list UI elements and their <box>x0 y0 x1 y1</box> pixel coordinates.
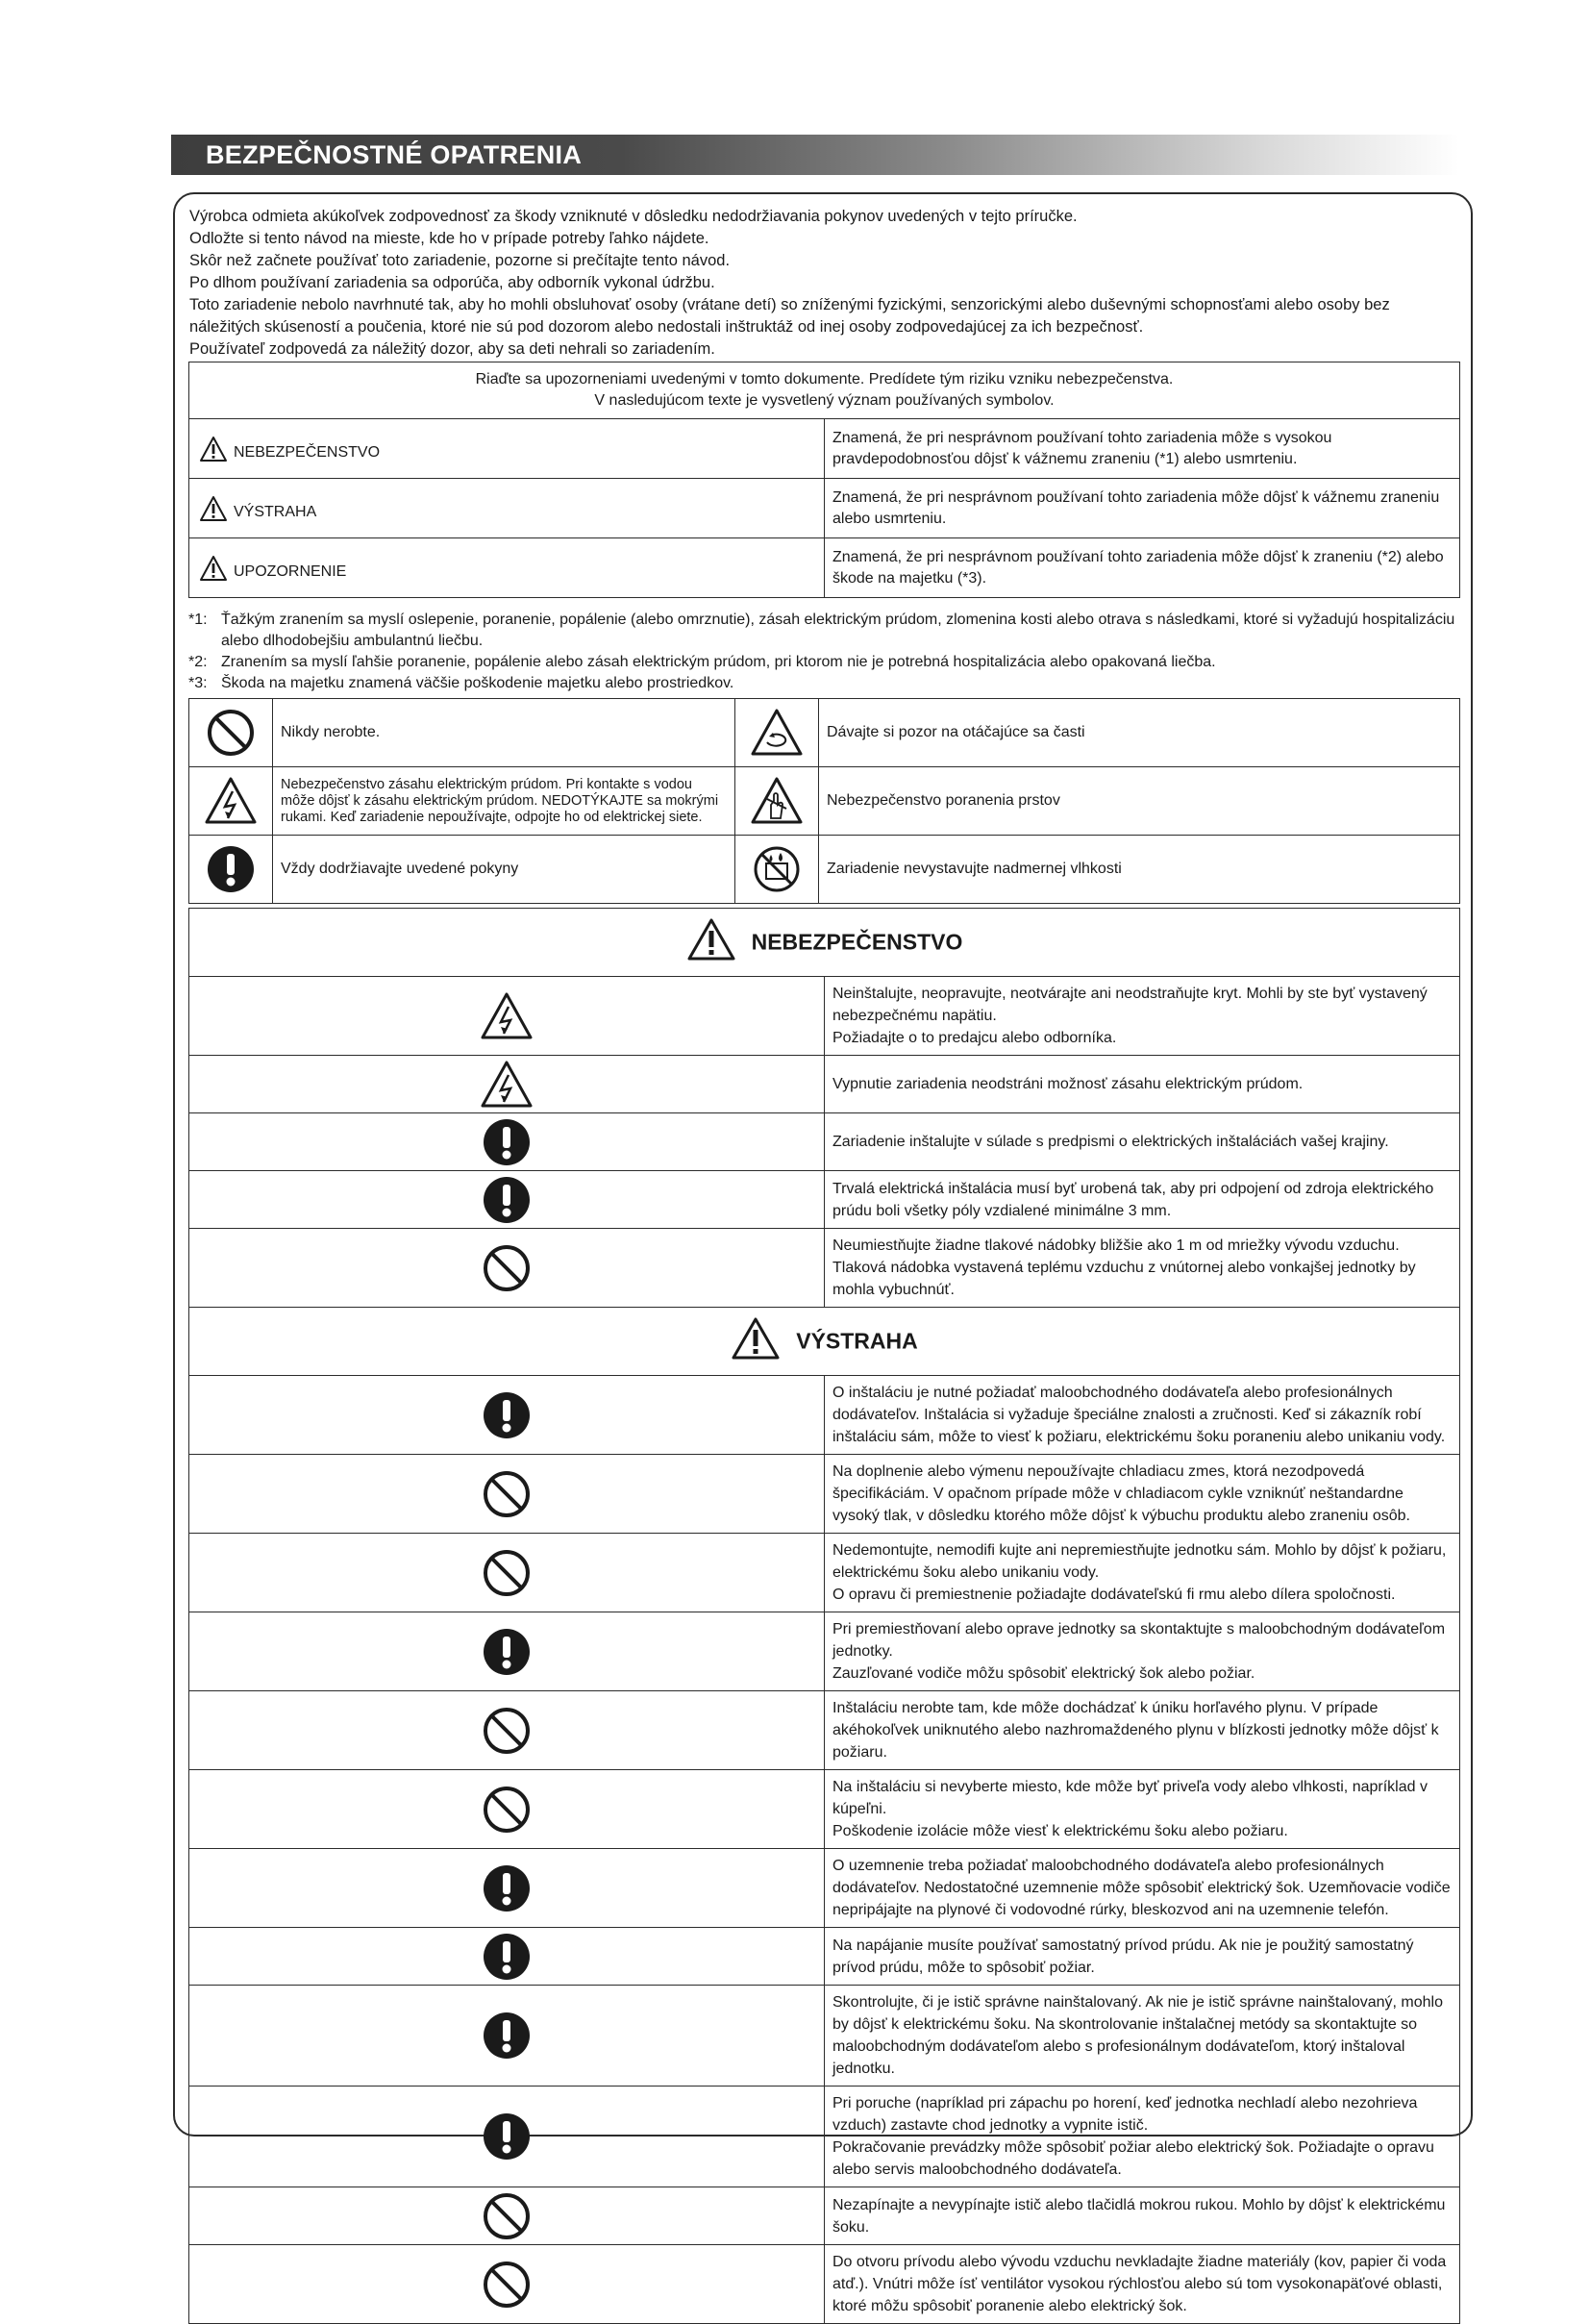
warning-row <box>189 1770 1460 1849</box>
mandatory-icon <box>189 1113 825 1171</box>
electric-shock-icon <box>189 1056 825 1113</box>
electric-shock-icon <box>189 767 273 836</box>
intro-line: Odložte si tento návod na mieste, kde ho v prípade potreby ľahko nájdete. <box>189 230 709 247</box>
symbol-legend-table <box>188 362 1460 598</box>
symbol-description: Zariadenie nevystavujte nadmernej vlhkosti <box>819 836 1460 904</box>
legend-label-caution: UPOZORNENIE <box>189 538 825 598</box>
safety-warnings-table <box>188 908 1460 2324</box>
mandatory-icon <box>189 1986 825 2087</box>
warning-text: Vypnutie zariadenia neodstráni možnosť zásahu elektrickým prúdom. <box>825 1056 1460 1113</box>
finger-injury-icon <box>735 767 819 836</box>
no-moisture-icon <box>735 836 819 904</box>
electric-shock-icon <box>189 977 825 1056</box>
footnote: *3: Škoda na majetku znamená väčšie poškodenie majetku alebo prostriedkov. <box>188 675 734 691</box>
warning-title: VÝSTRAHA <box>796 1328 918 1354</box>
prohibition-icon <box>189 1229 825 1308</box>
legend-description: Znamená, že pri nesprávnom používaní tohto zariadenia môže s vysokou pravdepodobnosťou dôjsť k vážnemu zraneniu (*1) alebo usmrteniu. <box>825 419 1460 479</box>
mandatory-icon <box>189 1171 825 1229</box>
warning-text: Zariadenie inštalujte v súlade s predpismi o elektrických inštaláciách vašej krajiny. <box>825 1113 1460 1171</box>
warning-text: Neinštalujte, neopravujte, neotvárajte ani neodstraňujte kryt. Mohli by ste byť vystavený nebezpečnému napätiu. Požiadajte o to predajcu alebo odborníka. <box>825 977 1460 1056</box>
prohibition-icon <box>189 2187 825 2245</box>
warning-text: Nezapínajte a nevypínajte istič alebo tlačidlá mokrou rukou. Mohlo by dôjsť k elektrickému šoku. <box>825 2187 1460 2245</box>
warning-text: Na doplnenie alebo výmenu nepoužívajte chladiacu zmes, ktorá nezodpovedá špecifikáciám. V opačnom prípade môže v chladiacom cykle vzniknúť neštandardne vysoký tlak, v dôsledku ktorého môže dôjsť k výbuchu produktu alebo zraneniu osôb. <box>825 1455 1460 1534</box>
intro-line: Používateľ zodpovedá za náležitý dozor, aby sa deti nehrali so zariadením. <box>189 340 715 358</box>
warning-row <box>189 1056 1460 1113</box>
warning-row <box>189 977 1460 1056</box>
intro-line: Po dlhom používaní zariadenia sa odporúča, aby odborník vykonal údržbu. <box>189 274 715 291</box>
warning-text: Do otvoru prívodu alebo vývodu vzduchu nevkladajte žiadne materiály (kov, papier či voda atď.). Vnútri môže ísť ventilátor vysokou rýchlosťou alebo sú tom vysokonapäťové oblasti, ktoré môžu spôsobiť poranenie alebo elektrický šok. <box>825 2245 1460 2324</box>
prohibition-icon <box>189 699 273 767</box>
warning-row <box>189 1849 1460 1928</box>
footnote: *1: Ťažkým zranením sa myslí oslepenie, poranenie, popálenie (alebo omrznutie), zásah elektrickým prúdom, zlomenina kosti alebo otrava s následkami, ktoré si vyžadujú hospitalizáciu alebo dlhodobejšiu ambulantnú liečbu. <box>188 612 1455 649</box>
warning-triangle-icon <box>731 1316 781 1366</box>
mandatory-icon <box>189 836 273 904</box>
warning-row <box>189 1691 1460 1770</box>
warning-row <box>189 1171 1460 1229</box>
warning-text: Na napájanie musíte používať samostatný prívod prúdu. Ak nie je použitý samostatný prívod prúdu, môže to spôsobiť požiar. <box>825 1928 1460 1986</box>
legend-header-line: V nasledujúcom texte je vysvetlený význam používaných symbolov. <box>594 392 1055 409</box>
warning-row <box>189 1113 1460 1171</box>
warning-row <box>189 2087 1460 2187</box>
warning-row <box>189 1534 1460 1612</box>
prohibition-icon <box>189 1455 825 1534</box>
danger-section-header <box>189 909 1460 977</box>
footnote: *2: Zranením sa myslí ľahšie poranenie, popálenie alebo zásah elektrickým prúdom, pri ktorom nie je potrebná hospitalizácia alebo opakovaná liečba. <box>188 654 1216 670</box>
prohibition-icon <box>189 2245 825 2324</box>
warning-heading <box>189 1308 1460 1376</box>
mandatory-icon <box>189 1376 825 1455</box>
warning-text: Pri poruche (napríklad pri zápachu po horení, keď jednotka nechladí alebo nezohrieva vzduch) zastavte chod jednotky a vypnite istič. Pokračovanie prevádzky môže spôsobiť požiar alebo elektrický šok. Požiadajte o opravu alebo servis maloobchodného dodávateľa. <box>825 2087 1460 2187</box>
intro-line: Skôr než začnete používať toto zariadenie, pozorne si prečítajte tento návod. <box>189 252 731 269</box>
intro-text <box>189 206 1458 361</box>
symbol-description: Nebezpečenstvo poranenia prstov <box>819 767 1460 836</box>
symbols-table <box>188 698 1460 904</box>
warning-row <box>189 2187 1460 2245</box>
warning-text: Na inštaláciu si nevyberte miesto, kde môže byť priveľa vody alebo vlhkosti, napríklad v kúpeľni. Poškodenie izolácie môže viesť k elektrickému šoku alebo požiaru. <box>825 1770 1460 1849</box>
warning-text: O uzemnenie treba požiadať maloobchodného dodávateľa alebo profesionálnych dodávateľov. Nedostatočné uzemnenie môže spôsobiť elektrický šok. Uzemňovacie vodiče nepripájajte na plynové či vodovodné rúrky, bleskozvod ani na uzemnenie telefón. <box>825 1849 1460 1928</box>
warning-text: O inštaláciu je nutné požiadať maloobchodného dodávateľa alebo profesionálnych dodávateľov. Inštalácia si vyžaduje špeciálne znalosti a zručnosti. Keď si zákazník robí inštaláciu sám, môže to viesť k požiaru, elektrickému šoku poraneniu alebo unikaniu vody. <box>825 1376 1460 1455</box>
warning-triangle-icon <box>199 436 228 462</box>
mandatory-icon <box>189 1612 825 1691</box>
legend-description: Znamená, že pri nesprávnom používaní tohto zariadenia môže dôjsť k vážnemu zraneniu alebo usmrteniu. <box>825 479 1460 538</box>
warning-row <box>189 1928 1460 1986</box>
danger-title: NEBEZPEČENSTVO <box>751 929 963 955</box>
warning-text: Pri premiestňovaní alebo oprave jednotky sa skontaktujte s maloobchodným dodávateľom jednotky. Zauzľované vodiče môžu spôsobiť elektrický šok alebo požiar. <box>825 1612 1460 1691</box>
mandatory-icon <box>189 1849 825 1928</box>
warning-text: Neumiestňujte žiadne tlakové nádobky bližšie ako 1 m od mriežky vývodu vzduchu. Tlaková nádobka vystavená teplému vzduchu z vnútornej alebo vonkajšej jednotky by mohla vybuchnúť. <box>825 1229 1460 1308</box>
intro-line: Výrobca odmieta akúkoľvek zodpovednosť za škody vzniknuté v dôsledku nedodržiavania pokynov uvedených v tejto príručke. <box>189 208 1078 225</box>
symbol-description: Nikdy nerobte. <box>273 699 735 767</box>
legend-header-line: Riaďte sa upozorneniami uvedenými v tomto dokumente. Predídete tým riziku vzniku nebezpečenstva. <box>475 371 1174 387</box>
legend-label-warning: VÝSTRAHA <box>189 479 825 538</box>
danger-heading <box>189 909 1460 977</box>
warning-section-header <box>189 1308 1460 1376</box>
warning-row <box>189 1986 1460 2087</box>
warning-row <box>189 1612 1460 1691</box>
warning-row <box>189 1455 1460 1534</box>
mandatory-icon <box>189 1928 825 1986</box>
rotating-parts-icon <box>735 699 819 767</box>
warning-triangle-icon <box>199 555 228 582</box>
prohibition-icon <box>189 1770 825 1849</box>
page-title: BEZPEČNOSTNÉ OPATRENIA <box>206 140 583 169</box>
symbol-description: Vždy dodržiavajte uvedené pokyny <box>273 836 735 904</box>
symbol-description: Dávajte si pozor na otáčajúce sa časti <box>819 699 1460 767</box>
warning-text: Skontrolujte, či je istič správne nainštalovaný. Ak nie je istič správne nainštalovaný, mohlo by dôjsť k elektrickému šoku. Na skontrolovanie inštalačnej metódy sa skontaktujte so maloobchodným dodávateľom alebo s profesionálnym dodávateľom, ktorý inštaloval jednotku. <box>825 1986 1460 2087</box>
mandatory-icon <box>189 2087 825 2187</box>
legend-label-danger: NEBEZPEČENSTVO <box>189 419 825 479</box>
warning-row <box>189 1229 1460 1308</box>
warning-row <box>189 2245 1460 2324</box>
warning-text: Nedemontujte, nemodifi kujte ani nepremiestňujte jednotku sám. Mohlo by dôjsť k požiaru, elektrickému šoku alebo unikaniu vody. O opravu či premiestnenie požiadajte dodávateľskú fi rmu alebo dílera spoločnosti. <box>825 1534 1460 1612</box>
prohibition-icon <box>189 1534 825 1612</box>
intro-line: Toto zariadenie nebolo navrhnuté tak, aby ho mohli obsluhovať osoby (vrátane detí) so zníženými fyzickými, senzorickými alebo duševnými schopnosťami alebo osoby bez náležitých skúseností a poučenia, ktoré nie sú pod dozorom alebo nedostali inštruktáž od inej osoby zodpovedajúcej za ich bezpečnosť. <box>189 296 1390 336</box>
symbol-description: Nebezpečenstvo zásahu elektrickým prúdom. Pri kontakte s vodou môže dôjsť k zásahu elektrickým prúdom. NEDOTÝKAJTE sa mokrými rukami. Keď zariadenie nepoužívajte, odpojte ho od elektrickej siete. <box>273 767 735 836</box>
header-bar <box>171 135 1459 175</box>
warning-text: Trvalá elektrická inštalácia musí byť urobená tak, aby pri odpojení od zdroja elektrického prúdu boli všetky póly vzdialené minimálne 3 mm. <box>825 1171 1460 1229</box>
legend-description: Znamená, že pri nesprávnom používaní tohto zariadenia môže dôjsť k zraneniu (*2) alebo škode na majetku (*3). <box>825 538 1460 598</box>
warning-triangle-icon <box>199 495 228 522</box>
legend-header <box>189 362 1460 419</box>
prohibition-icon <box>189 1691 825 1770</box>
warning-text: Inštaláciu nerobte tam, kde môže dochádzať k úniku horľavého plynu. V prípade akéhokoľvek uniknutého alebo nazhromaždeného plynu v blízkosti jednotky môže dôjsť k požiaru. <box>825 1691 1460 1770</box>
footnotes <box>188 610 1467 694</box>
warning-triangle-icon <box>686 917 736 967</box>
warning-row <box>189 1376 1460 1455</box>
